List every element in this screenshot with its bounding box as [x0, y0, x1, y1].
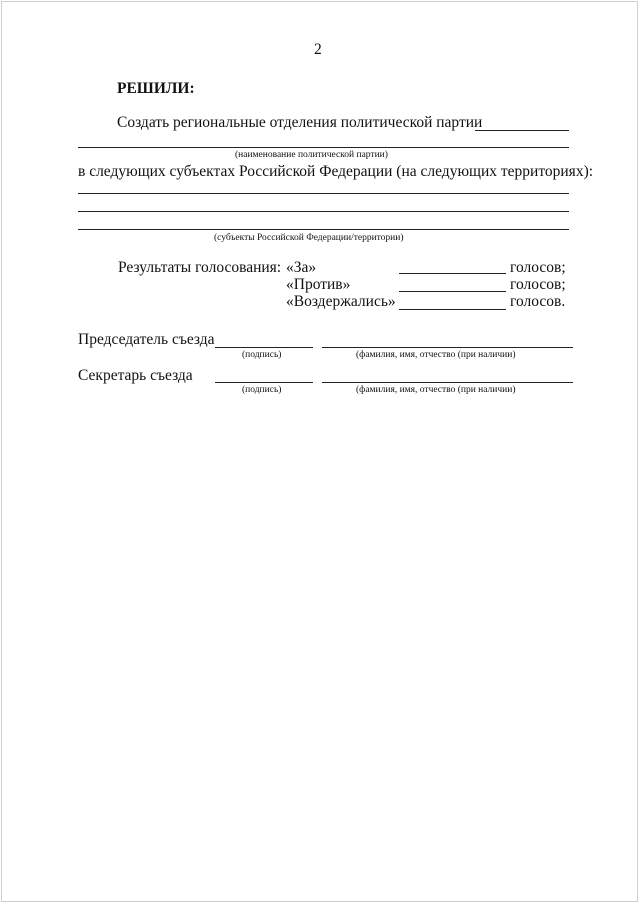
subjects-field-line-1[interactable]	[78, 193, 569, 194]
decision-heading: РЕШИЛИ:	[117, 80, 195, 97]
vote-option-for: «За»	[286, 259, 317, 276]
vote-count-abstained-field[interactable]	[399, 309, 506, 310]
subjects-text: в следующих субъектах Российской Федерации (на следующих территориях):	[78, 163, 594, 180]
chairman-role: Председатель съезда	[78, 331, 215, 348]
party-name-field-line[interactable]	[475, 130, 569, 131]
chairman-signature-caption: (подпись)	[242, 350, 282, 360]
chairman-name-caption: (фамилия, имя, отчество (при наличии)	[356, 350, 516, 360]
page-number: 2	[314, 41, 322, 58]
secretary-signature-field[interactable]	[215, 382, 313, 383]
party-name-caption: (наименование политической партии)	[235, 150, 388, 160]
voting-label: Результаты голосования:	[118, 259, 282, 276]
secretary-name-field[interactable]	[322, 382, 573, 383]
secretary-role: Секретарь съезда	[78, 367, 193, 384]
vote-option-against: «Против»	[286, 276, 351, 293]
secretary-name-caption: (фамилия, имя, отчество (при наличии)	[356, 385, 516, 395]
chairman-signature-field[interactable]	[215, 347, 313, 348]
party-name-field-line-2[interactable]	[78, 147, 569, 148]
page-sheet	[1, 1, 638, 902]
vote-option-abstained: «Воздержались»	[286, 293, 396, 310]
vote-count-against-field[interactable]	[399, 291, 506, 292]
vote-unit-for: голосов;	[510, 259, 566, 276]
chairman-name-field[interactable]	[322, 347, 573, 348]
vote-count-for-field[interactable]	[399, 273, 506, 274]
vote-unit-against: голосов;	[510, 276, 566, 293]
decision-text: Создать региональные отделения политической партии	[117, 114, 483, 131]
subjects-caption: (субъекты Российской Федерации/территории)	[214, 233, 404, 243]
secretary-signature-caption: (подпись)	[242, 385, 282, 395]
subjects-field-line-3[interactable]	[78, 229, 569, 230]
subjects-field-line-2[interactable]	[78, 211, 569, 212]
vote-unit-abstained: голосов.	[510, 293, 566, 310]
